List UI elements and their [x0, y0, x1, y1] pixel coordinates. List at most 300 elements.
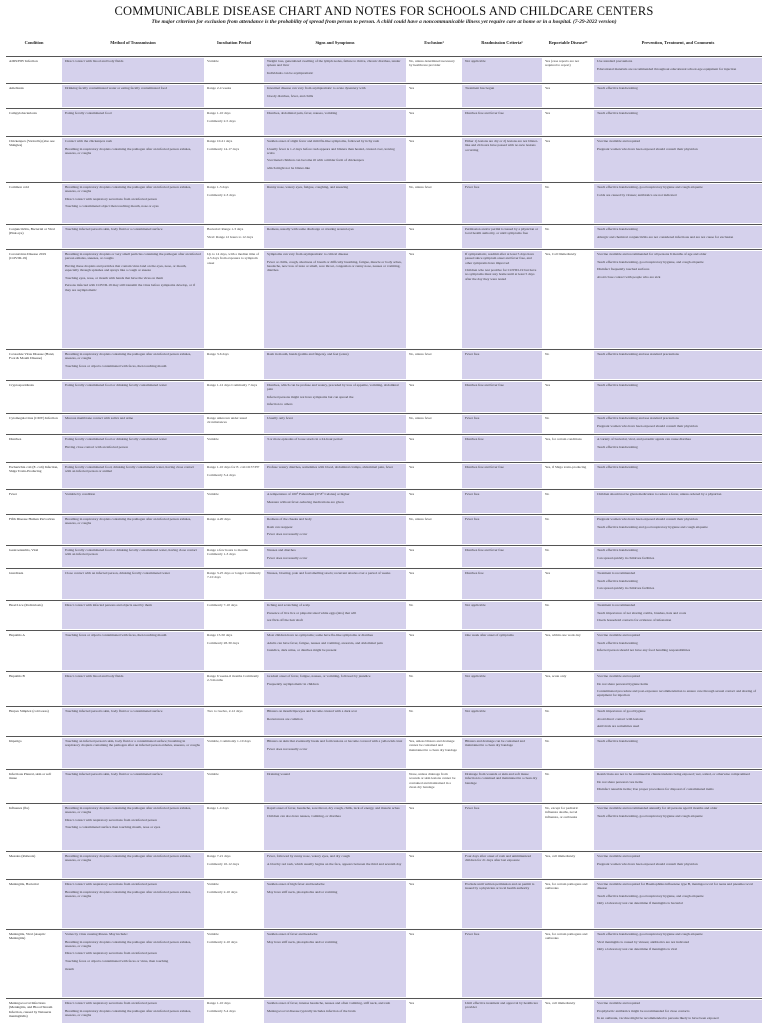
cell-line: Yes	[409, 465, 415, 469]
cell-line: Fever free	[465, 185, 480, 189]
cell-line: Frequently asymptomatic in children	[267, 681, 319, 686]
column-header-readmission: Readmission Criteria¹	[481, 40, 523, 45]
cell-line: One week after onset of symptoms	[465, 633, 514, 637]
cell-line: Treatment is recommended	[597, 603, 636, 607]
cell-line: Commonly 2-5 days	[207, 118, 236, 123]
cell-line: Restrictions are not to be continued in clients/students being exposed; wet, soiled, or otherwise compromised	[597, 772, 750, 776]
cell-line: Eating fecally contaminated food, drinking fecally contaminated water, having close contact with an infected person or animal	[65, 465, 195, 474]
cell-line: Yes	[409, 437, 415, 441]
cell-line: Treatment is recommended	[597, 571, 636, 575]
cell-line: No	[545, 492, 550, 496]
cell-line: Weight loss, generalized swelling of the lymph nodes, failure to thrive, chronic diarrhea, tender spleen and liver	[267, 59, 401, 68]
cell-condition: AIDS/HIV Infection	[9, 59, 38, 63]
cell-prevention	[597, 86, 759, 108]
cell-incubation	[207, 492, 261, 514]
cell-line: Teach effective handwashing	[597, 111, 638, 115]
cell-line: Blisters and drainage can be contained and maintained in a clean dry bandage	[465, 739, 525, 748]
cell-reportable	[545, 59, 591, 83]
cell-readmission	[465, 185, 539, 224]
cell-line: Drainage from wounds or skin and soft tissue infection is contained and maintained in a clean dry bandage	[465, 772, 538, 785]
cell-incubation	[207, 465, 261, 489]
cell-line: Diarrhea, abdominal pain, fever, nausea, vomiting	[267, 111, 338, 115]
cell-line: Jaundice, dark urine, or diarrhea might be present	[267, 648, 337, 653]
cell-reportable	[545, 571, 591, 600]
column-header-incubation: Incubation Period	[216, 40, 252, 45]
cell-transmission	[65, 383, 201, 413]
cell-line: Commonly 3-4 days	[207, 1008, 236, 1013]
cell-line: Teach effective handwashing	[597, 739, 638, 743]
cell-reportable	[545, 352, 591, 380]
table-row	[6, 706, 762, 736]
cell-incubation	[207, 674, 261, 706]
cell-prevention	[597, 139, 759, 182]
cell-line: In an outbreak, vaccine might be recommended to persons likely to have been exposed	[597, 1016, 719, 1021]
cell-incubation	[207, 252, 261, 349]
cell-line: No	[409, 709, 414, 713]
cell-line: No	[409, 674, 414, 678]
table-row	[6, 600, 762, 630]
cell-line: Touching eyes, nose, or mouth with hands that have the virus on them	[65, 275, 163, 280]
cell-readmission	[465, 1001, 539, 1024]
cell-line: Nausea, bloating, pale and foul smelling stools; recurrent attacks over a period of weeks	[267, 571, 391, 575]
cell-exclusion	[409, 1001, 459, 1024]
cell-condition: Impetigo	[9, 739, 22, 743]
cell-line: Adults can have fever, fatigue, nausea and vomiting, anorexia, and abdominal pain	[267, 640, 383, 645]
cell-line: Teach effective handwashing	[597, 227, 638, 231]
cell-condition: Head Lice (Pediculosis)	[9, 603, 43, 607]
cell-line: Teach effective handwashing	[597, 444, 638, 449]
cell-line: Yes	[409, 806, 415, 810]
cell-line: Touching infected person's skin, body fluid or a contaminated surface	[65, 772, 163, 776]
cell-line: Yes	[409, 139, 415, 143]
cell-condition: Meningitis, Bacterial	[9, 882, 39, 886]
cell-transmission	[65, 185, 201, 224]
cell-signs	[267, 1001, 403, 1024]
cell-transmission	[65, 674, 201, 706]
cell-line: Fever does not usually occur	[267, 555, 308, 560]
cell-line: Rash can reappear	[267, 524, 293, 529]
cell-line: Yes	[409, 882, 415, 886]
cell-line: Yes, for certain conditions	[545, 437, 582, 441]
cell-line: Yes, for certain pathogens and outbreaks	[545, 932, 588, 941]
cell-line: Breathing in respiratory droplets containing the pathogen after an infected person exhales, sneezes, or coughs	[65, 1008, 192, 1017]
cell-line: mouth	[65, 966, 74, 971]
cell-line: Do not share personal care items	[597, 779, 643, 784]
cell-signs	[267, 674, 403, 706]
cell-line: Colds are caused by viruses; antibiotics are not indicated	[597, 192, 677, 197]
cell-reportable	[545, 932, 591, 998]
cell-prevention	[597, 548, 759, 568]
cell-line: Vaccine available and required	[597, 854, 641, 858]
cell-line: Yes	[409, 227, 415, 231]
cell-incubation	[207, 603, 261, 630]
cell-signs	[267, 571, 403, 600]
cell-transmission	[65, 633, 201, 671]
cell-prevention	[597, 571, 759, 600]
cell-transmission	[65, 59, 201, 83]
cell-exclusion	[409, 352, 459, 380]
cell-prevention	[597, 772, 759, 803]
table-row	[6, 136, 762, 182]
cell-line: Yes, within one work day	[545, 633, 581, 637]
cell-signs	[267, 806, 403, 851]
cell-line: Contact with the chickenpox rash	[65, 139, 112, 143]
cell-line: No	[545, 352, 550, 356]
cell-line: Range 4-20 days	[207, 517, 231, 521]
cell-incubation	[207, 1001, 261, 1024]
cell-transmission	[65, 854, 201, 879]
cell-line: Teach effective handwashing, good respiratory hygiene and cough etiquette	[597, 185, 703, 189]
table-row	[6, 769, 762, 803]
cell-readmission	[465, 932, 539, 998]
cell-line: Yes	[409, 633, 415, 637]
cell-condition: Meningococcal Infections (Meningitis, and Blood Stream Infection, caused by Neisseria meningitidis)	[9, 1001, 53, 1018]
cell-line: Range 1-12 days Commonly 7 days	[207, 383, 258, 387]
cell-line: Permission and/or permit is issued by a physician or local health authority, or until symptoms free	[465, 227, 539, 236]
cell-exclusion	[409, 227, 459, 249]
cell-incubation	[207, 571, 261, 600]
cell-line: A blotchy red rash, which usually begins on the face, appears between the third and seventh day	[267, 861, 402, 866]
cell-condition: Giardiasis	[9, 571, 24, 575]
cell-line: Individuals can be asymptomatic	[267, 70, 314, 75]
cell-line: Range 3-25 days or longer Commonly 7-10 days	[207, 571, 261, 580]
cell-readmission	[465, 416, 539, 434]
table-row	[6, 514, 762, 545]
cell-line: Infected person should not have any food handling responsibilities	[597, 648, 691, 653]
cell-exclusion	[409, 854, 459, 879]
cell-line: Bacterial: Range 1-3 days	[207, 227, 244, 231]
table-row	[6, 249, 762, 349]
cell-line: Rapid onset of fever, headache, sore throat, dry cough, chills, lack of energy, and muscle aches	[267, 806, 400, 810]
cell-line: Variable	[207, 437, 219, 441]
cell-signs	[267, 882, 403, 929]
cell-line: Variable	[207, 492, 219, 496]
cell-incubation	[207, 882, 261, 929]
cell-line: Yes	[545, 111, 551, 115]
cell-incubation	[207, 633, 261, 671]
cell-exclusion	[409, 548, 459, 568]
cell-condition: Hepatitis A	[9, 633, 25, 637]
cell-line: not flick off the hair shaft	[267, 618, 303, 623]
cell-transmission	[65, 465, 201, 489]
cell-line: Diarrhea free and fever free	[465, 383, 504, 387]
cell-signs	[267, 252, 403, 349]
cell-prevention	[597, 854, 759, 879]
cell-transmission	[65, 252, 201, 349]
cell-line: Commonly 2-10 days	[207, 889, 238, 894]
cell-signs	[267, 492, 403, 514]
table-row	[6, 56, 762, 83]
cell-line: Teach effective handwashing and use standard precautions	[597, 416, 679, 420]
cell-line: Either 1) lesions are dry or 2) lesions are not blister-like and 24 hours have passed with no new lesions occurring	[465, 139, 539, 152]
cell-prevention	[597, 383, 759, 413]
cell-line: Commonly 2-3 days	[207, 192, 236, 197]
cell-condition: Hepatitis B	[9, 674, 25, 678]
cell-condition: Diarrhea	[9, 437, 22, 441]
cell-line: Recurrences are common	[267, 716, 303, 721]
cell-reportable	[545, 739, 591, 769]
cell-line: Yes, for certain pathogens and outbreaks	[545, 882, 588, 891]
cell-condition: Measles (Rubeola)	[9, 854, 36, 858]
cell-line: Viral meningitis is caused by viruses; antibiotics are not indicated	[597, 939, 690, 944]
cell-line: Vaccinated children can become ill with a milder form of chickenpox	[267, 158, 364, 163]
cell-readmission	[465, 882, 539, 929]
cell-line: None, unless drainage from wounds or skin lesions cannot be contained and maintained in a clean dry bandage	[409, 772, 456, 789]
cell-line: Pregnant women who have been exposed should consult their physician	[597, 423, 698, 428]
cell-incubation	[207, 416, 261, 434]
cell-reportable	[545, 383, 591, 413]
cell-readmission	[465, 603, 539, 630]
cell-line: Commonly 3-4 days	[207, 472, 236, 477]
cell-condition: Campylobacteriosis	[9, 111, 37, 115]
cell-transmission	[65, 111, 201, 136]
cell-line: Diarrhea free and fever free	[465, 465, 504, 469]
cell-line: Teach effective handwashing and good respiratory hygiene and cough etiquette	[597, 524, 708, 529]
cell-signs	[267, 465, 403, 489]
cell-line: May have stiff neck, photophobia and/or vomiting	[267, 939, 338, 944]
cell-line: Only a laboratory test can determine if meningitis is bacterial	[597, 901, 683, 906]
cell-line: Diarrhea free	[465, 437, 484, 441]
cell-line: Rash in mouth, hands (palms and fingers), and feet (soles)	[267, 352, 349, 356]
cell-line: Close contact with an infected person, drinking fecally contaminated water	[65, 571, 170, 575]
cell-incubation	[207, 932, 261, 998]
cell-transmission	[65, 86, 201, 108]
cell-line: Draining wound	[267, 772, 290, 776]
cell-exclusion	[409, 674, 459, 706]
cell-line: Breathing in respiratory droplets or very small particles containing the pathogen after an infected person exhales, sneezes, or coughs	[65, 252, 201, 261]
cell-exclusion	[409, 139, 459, 182]
cell-line: Direct contact with blood and body fluids	[65, 674, 124, 678]
cell-readmission	[465, 252, 539, 349]
cell-line: Teach effective handwashing	[597, 86, 638, 90]
cell-incubation	[207, 352, 261, 380]
page-subtitle: The major criterion for exclusion from attendance is the probability of spread from person to person. A child could have a noncommunicable illness yet require care at home or in a hospital. (7-29-2022 version)	[151, 19, 617, 25]
cell-line: Direct contact with blood and body fluids	[65, 59, 124, 63]
cell-line: Intestinal disease can vary from asymptomatic to acute dysentery with	[267, 86, 366, 90]
cell-readmission	[465, 111, 539, 136]
cell-line: Teach effective handwashing, good respiratory hygiene and cough etiquette	[597, 813, 703, 818]
cell-line: Range 1-10 days	[207, 1001, 231, 1005]
cell-line: Commonly 2-10 days	[207, 939, 238, 944]
cell-line: No	[409, 603, 414, 607]
cell-line: No	[545, 709, 550, 713]
cell-condition: Coxsackie Virus Disease (Hand, Foot & Mouth Disease)	[9, 352, 55, 361]
cell-line: Measure without fever-reducing medications are given	[267, 499, 344, 504]
cell-line: Treatment has begun	[465, 86, 495, 90]
column-header-prevention: Prevention, Treatment, and Comments	[641, 40, 715, 45]
cell-exclusion	[409, 185, 459, 224]
cell-prevention	[597, 465, 759, 489]
cell-prevention	[597, 932, 759, 998]
cell-line: Teach effective handwashing and use standard precautions	[597, 352, 679, 356]
cell-transmission	[65, 1001, 201, 1024]
cell-line: Can spread quickly in childcare facilities	[597, 586, 655, 591]
cell-line: Range 1-3 days	[207, 185, 229, 189]
cell-line: Disinfect reusable items; Use proper procedures for disposal of contaminated items	[597, 787, 714, 792]
cell-exclusion	[409, 416, 459, 434]
cell-signs	[267, 185, 403, 224]
cell-line: Redness, usually with some discharge or crusting around eyes	[267, 227, 354, 231]
table-row	[6, 83, 762, 108]
cell-condition: Herpes Simplex (cold sores)	[9, 709, 49, 713]
cell-line: Avoid close contact with people who are sick	[597, 274, 661, 279]
cell-exclusion	[409, 806, 459, 851]
cell-line: Touching feces or objects contaminated with feces, then touching mouth	[65, 633, 167, 637]
cell-prevention	[597, 111, 759, 136]
cell-line: Allergic and chemical conjunctivitis are not considered infectious and are not cause for exclusion	[597, 234, 734, 239]
cell-line: Yes, acute only	[545, 674, 567, 678]
cell-line: Yes	[545, 571, 551, 575]
cell-line: Teach importance of good hygiene	[597, 709, 646, 713]
cell-line: Can spread quickly in childcare facilities	[597, 555, 655, 560]
cell-exclusion	[409, 603, 459, 630]
cell-line: Eating fecally contaminated food or drinking fecally contaminated water	[65, 383, 167, 387]
cell-line: Having close contact with an infected person	[65, 444, 128, 449]
cell-signs	[267, 111, 403, 136]
cell-line: Children who test positive for COVID-19 but have no symptoms must stay home until at least 5 days after the day they were tested	[465, 268, 537, 281]
cell-line: Yes	[409, 854, 415, 858]
cell-line: A variety of bacterial, viral, and parasitic agents can cause diarrhea	[597, 437, 691, 441]
cell-line: Fever, followed by runny nose, watery eyes, and dry cough	[267, 854, 350, 858]
cell-line: Educational materials are recommended throughout educational school-age equipment for injection	[597, 66, 737, 71]
cell-line: Sudden onset of high fever and headache	[267, 882, 325, 886]
cell-line: Check household contacts for evidence of infestation	[597, 618, 672, 623]
cell-line: Commonly 7-10 days	[207, 603, 238, 607]
table-row	[6, 630, 762, 671]
cell-line: No, except for pediatric influenza deaths, novel influenza, or outbreaks	[545, 806, 579, 819]
cell-line: No, unless fever	[409, 416, 432, 420]
cell-line: Breathing in respiratory droplets containing the pathogen after an infected person exhales, sneezes, or coughs	[65, 185, 192, 194]
cell-incubation	[207, 806, 261, 851]
cell-line: Runny nose, watery eyes, fatigue, coughing, and sneezing	[267, 185, 349, 189]
cell-signs	[267, 227, 403, 249]
cell-line: Teach effective handwashing	[597, 640, 638, 645]
cell-line: Blisters on mouth/lips/eyes and become crusted with a dark scar	[267, 709, 357, 713]
cell-exclusion	[409, 882, 459, 929]
cell-incubation	[207, 772, 261, 803]
cell-line: Teach effective handwashing, good respiratory hygiene, and cough etiquette	[597, 893, 704, 898]
cell-line: Eating fecally contaminated food	[65, 111, 112, 115]
cell-line: Children can also have nausea, vomiting, or diarrhea	[267, 813, 341, 818]
cell-transmission	[65, 603, 201, 630]
cell-line: Fever free	[465, 352, 480, 356]
cell-line: Yes	[545, 139, 551, 143]
table-row	[6, 434, 762, 462]
cell-reportable	[545, 1001, 591, 1024]
cell-line: Avoid direct contact with lesions	[597, 716, 644, 721]
cell-line: Four days after onset of rash and unimmunized children for 21 days after last exposure	[465, 854, 531, 863]
cell-line: Variable	[207, 932, 219, 936]
cell-signs	[267, 854, 403, 879]
cell-exclusion	[409, 633, 459, 671]
cell-signs	[267, 709, 403, 736]
cell-prevention	[597, 352, 759, 380]
cell-line: Symptoms can vary from asymptomatic to critical disease	[267, 252, 349, 256]
cell-line: Vaccine available and required	[597, 674, 641, 678]
cell-line: No, unless fever	[409, 517, 432, 521]
cell-line: Contaminated procedure and post-exposure recommendation to ensure care through sexual contact and sharing of equipment for injection	[597, 689, 757, 698]
cell-line: Touching a contaminated object then touching mouth, nose or eyes	[65, 204, 159, 209]
cell-readmission	[465, 548, 539, 568]
cell-line: Meningococcal disease typically includes infection of the brain	[267, 1008, 356, 1013]
cell-line: Range 10-21 days	[207, 139, 233, 143]
cell-line: Not applicable	[465, 59, 486, 63]
cell-line: Two to twelve, 2-12 days	[207, 709, 243, 713]
page-title: COMMUNICABLE DISEASE CHART AND NOTES FOR SCHOOLS AND CHILDCARE CENTERS	[114, 4, 654, 18]
cell-line: Range 1-4 days	[207, 806, 229, 810]
cell-incubation	[207, 548, 261, 568]
cell-readmission	[465, 437, 539, 462]
cell-readmission	[465, 633, 539, 671]
cell-condition: Influenza (flu)	[9, 806, 30, 810]
cell-reportable	[545, 227, 591, 249]
column-header-exclusion: Exclusion¹	[424, 40, 444, 45]
cell-line: Diarrhea, which can be profuse and watery, preceded by loss of appetite, vomiting, abdominal pain	[267, 383, 399, 392]
cell-line: May have stiff neck, photophobia and/or vomiting	[267, 889, 338, 894]
cell-line: infection to others	[267, 402, 293, 407]
cell-line: Teach effective handwashing	[597, 465, 638, 469]
cell-line: Drinking fecally contaminated water or eating fecally contaminated food	[65, 86, 168, 90]
cell-reportable	[545, 185, 591, 224]
cell-signs	[267, 603, 403, 630]
cell-line: Variable, Commonly 1-10 days	[207, 739, 251, 743]
cell-reportable	[545, 86, 591, 108]
cell-condition: Amebiasis	[9, 86, 24, 90]
cell-exclusion	[409, 383, 459, 413]
cell-incubation	[207, 59, 261, 83]
column-header-reportable: Reportable Disease²³	[548, 40, 588, 45]
table-row	[6, 413, 762, 434]
table-row	[6, 349, 762, 380]
cell-condition: Infectious Pleural, skin or soft tissue	[9, 772, 52, 781]
cell-transmission	[65, 571, 201, 600]
cell-transmission	[65, 352, 201, 380]
cell-exclusion	[409, 59, 459, 83]
cell-line: Vaccine available and required	[597, 1001, 641, 1005]
cell-line: Redness of the cheeks and body	[267, 517, 312, 521]
cell-condition: Meningitis, Viral (Aseptic Meningitis)	[9, 932, 46, 941]
cell-line: No, unless fever	[409, 185, 432, 189]
cell-exclusion	[409, 465, 459, 489]
cell-transmission	[65, 416, 201, 434]
cell-line: Direct contact with respiratory secretions from an infected person	[65, 882, 157, 886]
cell-line: Sudden onset of slight fever and mild flu-like symptoms, followed by itchy rash	[267, 139, 380, 143]
cell-condition: Common cold	[9, 185, 29, 189]
cell-line: Nausea and diarrhea	[267, 548, 296, 552]
cell-line: Touching infected person's skin, body fluid or a contaminated surface	[65, 709, 163, 713]
cell-prevention	[597, 416, 759, 434]
cell-prevention	[597, 603, 759, 630]
cell-line: Yes	[409, 1001, 415, 1005]
cell-readmission	[465, 465, 539, 489]
cell-line: Not applicable	[465, 603, 486, 607]
cell-line: Variable by condition	[65, 492, 96, 496]
cell-line: Yes	[409, 383, 415, 387]
cell-line: Blisters on skin that eventually break and form lesions or become covered with a yellowish crust	[267, 739, 403, 743]
cell-incubation	[207, 854, 261, 879]
cell-line: Not applicable	[465, 674, 486, 678]
cell-transmission	[65, 517, 201, 545]
cell-line: Range 15-50 days	[207, 633, 233, 637]
cell-line: Variable	[207, 882, 219, 886]
table-row	[6, 851, 762, 879]
cell-line: Not applicable	[465, 709, 486, 713]
cell-prevention	[597, 59, 759, 83]
cell-line: Only a laboratory test can determine if meningitis is viral	[597, 947, 678, 952]
cell-line: No	[545, 739, 550, 743]
cell-line: Usually only fever	[267, 416, 294, 420]
cell-exclusion	[409, 571, 459, 600]
